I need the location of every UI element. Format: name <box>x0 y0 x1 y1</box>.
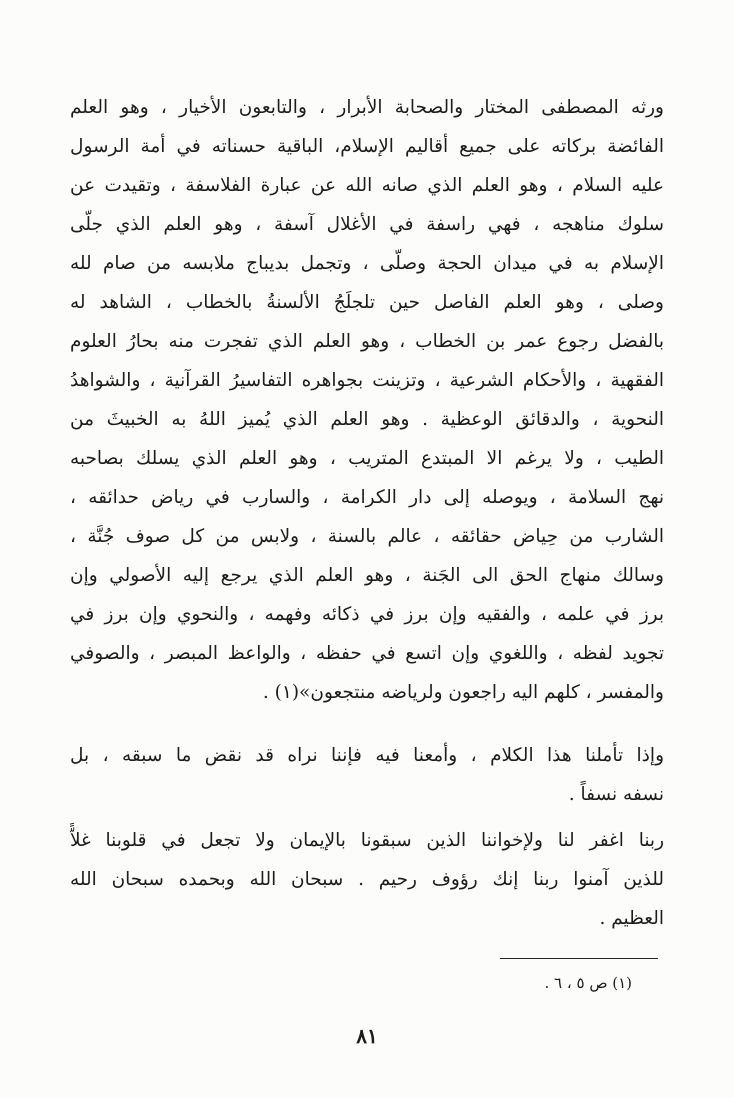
text-line: وصلى ، وهو العلم الفاصل حين تلجلَجُ الألسنةُ بالخطاب ، الشاهد له <box>70 292 664 313</box>
text-line: الشارب من حِياض حقائقه ، عالم بالسنة ، ولابس من كل صوف جُنَّة ، <box>70 526 664 547</box>
text-line: الفقهية ، والأحكام الشرعية ، وتزينت بجواهره التفاسيرُ القرآنية ، والشواهدُ <box>70 370 664 391</box>
text-line: سلوك مناهجه ، فهي راسفة في الأغلال آسفة ، وهو العلم الذي جلّى <box>70 214 664 235</box>
text-line: ورثه المصطفى المختار والصحابة الأبرار ، والتابعون الأخيار ، وهو العلم <box>70 97 664 118</box>
page-number: ٨١ <box>356 1024 378 1048</box>
text-line: تجويد لفظه ، واللغوي وإن اتسع في حفظه ، والواعظ المبصر ، والصوفي <box>70 643 664 664</box>
text-line: العظيم . <box>599 908 664 929</box>
text-line: وإذا تأملنا هذا الكلام ، وأمعنا فيه فإننا نراه قد نقض ما سبقه ، بل <box>70 745 664 766</box>
text-line: الإسلام به في ميدان الحجة وصلّى ، وتجمل بديباج ملابسه من صام لله <box>70 253 664 274</box>
paragraph-quote <box>70 88 664 712</box>
text-line: نهج السلامة ، ويوصله إلى دار الكرامة ، والسارب في رياض حدائقه ، <box>70 487 664 508</box>
text-line: وسالك منهاج الحق الى الجَنة ، وهو العلم الذي يرجع إليه الأصولي وإن <box>70 565 664 586</box>
text-line: بالفضل رجوع عمر بن الخطاب ، وهو العلم الذي تفجرت منه بحارُ العلوم <box>70 331 664 352</box>
text-line: ربنا اغفر لنا ولإخواننا الذين سبقونا بالإيمان ولا تجعل في قلوبنا غلاًّ <box>70 830 664 851</box>
text-line: للذين آمنوا ربنا إنك رؤوف رحيم . سبحان الله وبحمده سبحان الله <box>70 869 664 890</box>
text-line: النحوية ، والدقائق الوعظية . وهو العلم الذي يُميز اللهُ به الخبيثَ من <box>70 409 664 430</box>
paragraph-commentary <box>70 736 664 814</box>
text-line: برز في علمه ، والفقيه وإن برز في ذكائه وفهمه ، والنحوي وإن برز في <box>70 604 664 625</box>
paragraph-prayer <box>70 821 664 938</box>
text-line: نسفه نسفاً . <box>568 784 664 805</box>
footnote: (١) ص ٥ ، ٦ . <box>544 974 632 992</box>
text-line: الفائضة بركاته على جميع أقاليم الإسلام، الباقية حسناته في أمة الرسول <box>70 136 664 157</box>
footnote-divider <box>500 958 658 959</box>
text-line: الطيب ، ولا يرغم الا المبتدع المتريب ، وهو العلم الذي يسلك بصاحبه <box>70 448 664 469</box>
text-line: والمفسر ، كلهم اليه راجعون ولرياضه منتجعون»(١) . <box>262 682 664 703</box>
text-line: عليه السلام ، وهو العلم الذي صانه الله عن عبارة الفلاسفة ، وتقيدت عن <box>70 175 664 196</box>
